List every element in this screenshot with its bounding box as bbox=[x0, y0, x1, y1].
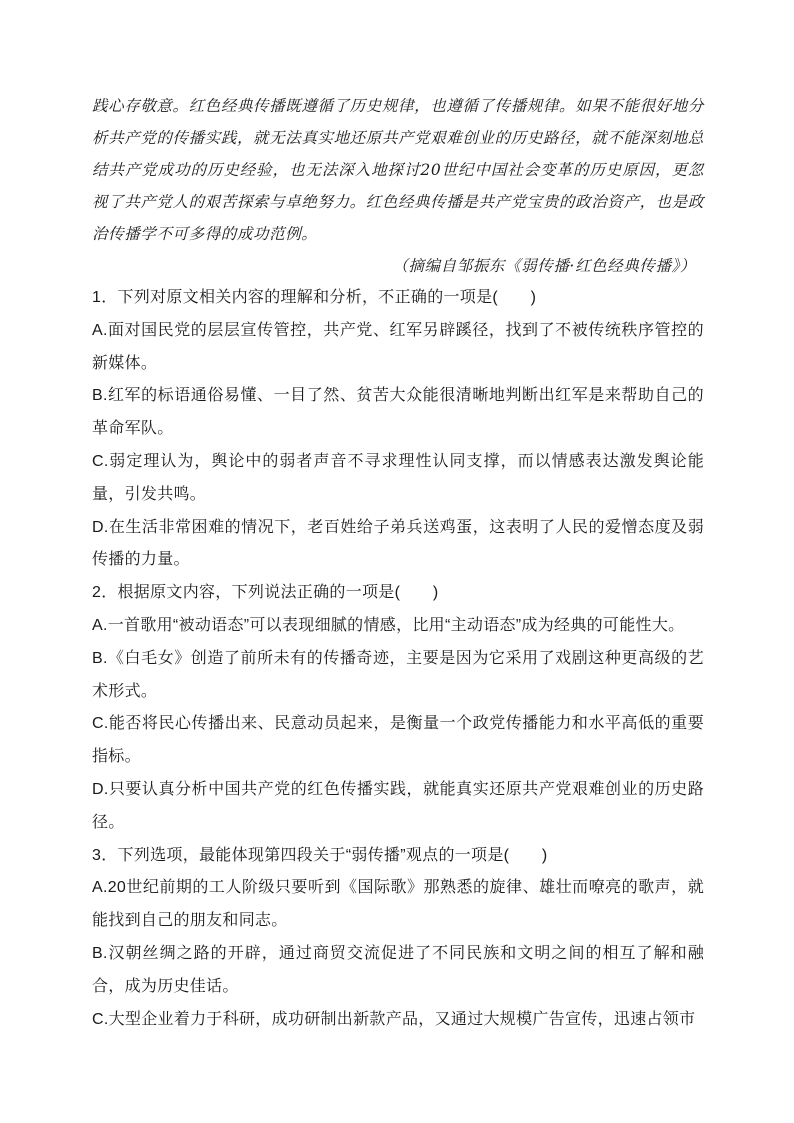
passage-paragraph: 践心存敬意。红色经典传播既遵循了历史规律，也遵循了传播规律。如果不能很好地分析共产党的传播实践，就无法真实地还原共产党艰难创业的历史路径，就不能深刻地总结共产党成功的历史经验，也无法深入地探讨20世纪中国社会变革的历史原因，更忽视了共产党人的艰苦探索与卓绝努力。红色经典传播是共产党宝贵的政治资产，也是政治传播学不可多得的成功范例。 bbox=[92, 97, 704, 243]
option-c: C.能否将民心传播出来、民意动员起来，是衡量一个政党传播能力和水平高低的重要指标。 bbox=[92, 715, 704, 766]
document-page bbox=[92, 90, 704, 1036]
questions bbox=[92, 282, 704, 1036]
passage bbox=[92, 90, 704, 282]
option-a: A.20世纪前期的工人阶级只要听到《国际歌》那熟悉的旋律、雄壮而嘹亮的歌声，就能找到自己的朋友和同志。 bbox=[92, 879, 704, 930]
option-a: A.面对国民党的层层宣传管控，共产党、红军另辟蹊径，找到了不被传统秩序管控的新媒体。 bbox=[92, 321, 704, 372]
passage-source: （摘编自邹振东《弱传播·红色经典传播》） bbox=[392, 257, 696, 275]
option-c: C.弱定理认为，舆论中的弱者声音不寻求理性认同支撑，而以情感表达激发舆论能量，引发共鸣。 bbox=[92, 452, 704, 503]
question-3 bbox=[92, 840, 704, 1037]
option-b: B.红军的标语通俗易懂、一目了然、贫苦大众能很清晰地判断出红军是来帮助自己的革命军队。 bbox=[92, 387, 704, 438]
option-d: D.在生活非常困难的情况下，老百姓给子弟兵送鸡蛋，这表明了人民的爱憎态度及弱传播的力量。 bbox=[92, 518, 704, 569]
question-1 bbox=[92, 282, 704, 577]
option-d: D.只要认真分析中国共产党的红色传播实践，就能真实还原共产党艰难创业的历史路径。 bbox=[92, 780, 704, 831]
question-stem: 2．根据原文内容，下列说法正确的一项是( ) bbox=[92, 584, 439, 602]
option-b: B.汉朝丝绸之路的开辟，通过商贸交流促进了不同民族和文明之间的相互了解和融合，成为历史佳话。 bbox=[92, 944, 704, 995]
question-2 bbox=[92, 577, 704, 839]
option-a: A.一首歌用“被动语态”可以表现细腻的情感，比用“主动语态”成为经典的可能性大。 bbox=[92, 616, 685, 634]
question-stem: 3．下列选项，最能体现第四段关于“弱传播”观点的一项是( ) bbox=[92, 846, 548, 864]
question-stem: 1．下列对原文相关内容的理解和分析，不正确的一项是( ) bbox=[92, 289, 537, 306]
option-b: B.《白毛女》创造了前所未有的传播奇迹，主要是因为它采用了戏剧这种更高级的艺术形式。 bbox=[92, 649, 704, 700]
option-c: C.大型企业着力于科研，成功研制出新款产品，又通过大规模广告宣传，迅速占领市 bbox=[92, 1010, 696, 1028]
